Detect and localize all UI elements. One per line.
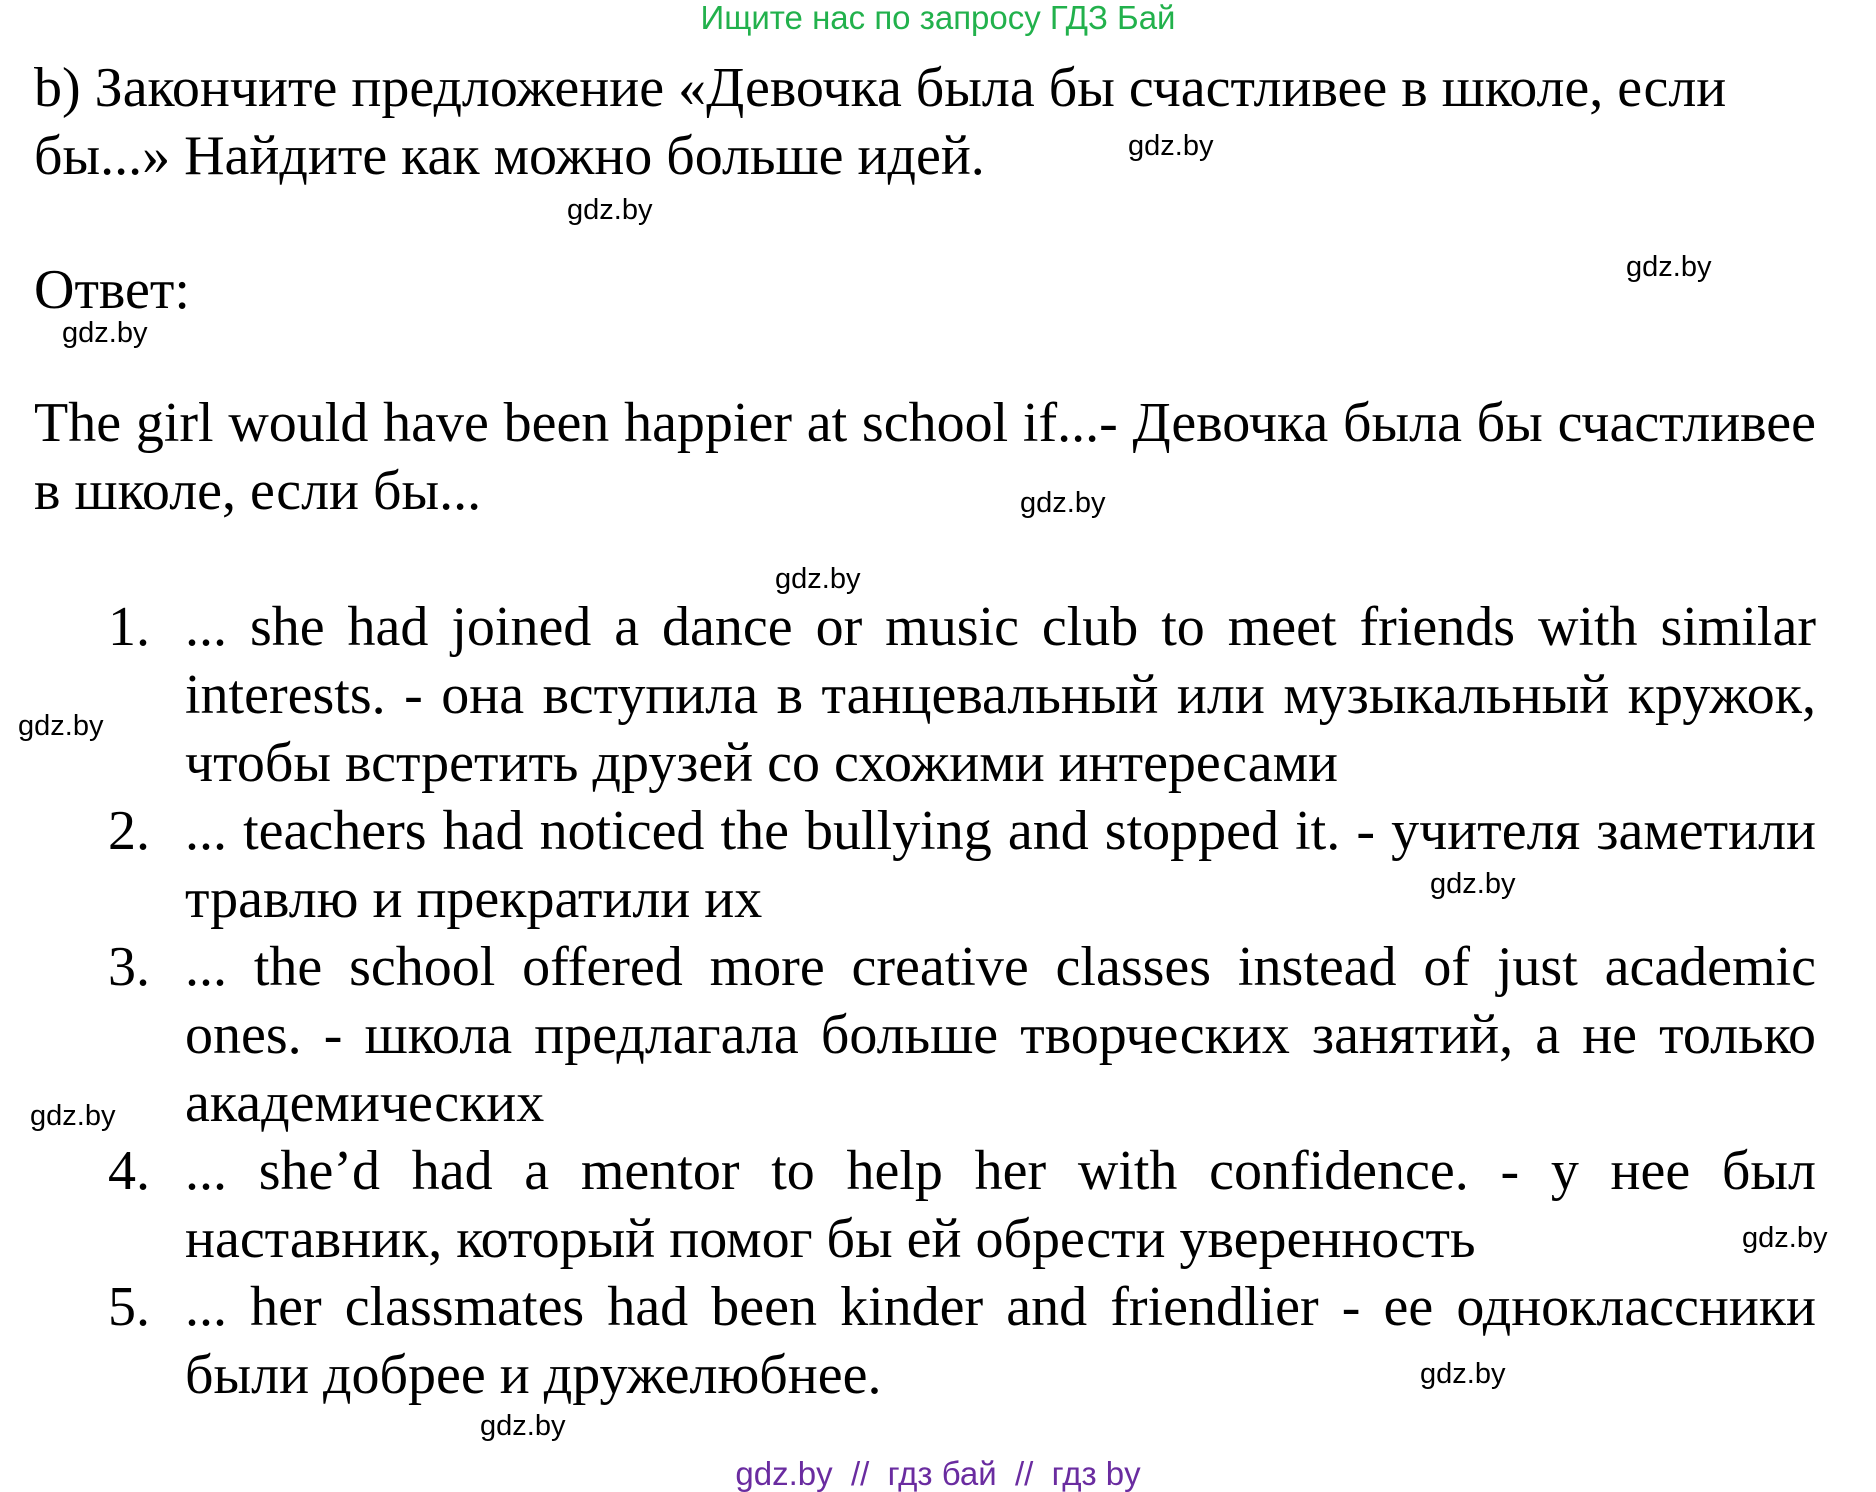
watermark: gdz.by xyxy=(480,1410,566,1442)
watermark: gdz.by xyxy=(18,710,104,742)
watermark: gdz.by xyxy=(567,194,653,226)
list-item-number: 3. xyxy=(108,936,150,998)
list-item-text: ... she’d had a mentor to help her with confidence. - у нее был наставник, который помог бы ей обрести уверенность xyxy=(185,1140,1816,1270)
list-item-text: ... her classmates had been kinder and friendlier - ее одноклассники были добрее и дружелюбнее. xyxy=(185,1276,1816,1406)
watermark: gdz.by xyxy=(1742,1222,1828,1254)
list-item xyxy=(0,933,1816,1137)
list-item-number: 1. xyxy=(108,596,150,658)
answer-list xyxy=(0,593,1876,1409)
top-banner: Ищите нас по запросу ГДЗ Бай xyxy=(700,0,1176,36)
list-item-text: ... the school offered more creative classes instead of just academic ones. - школа предлагала больше творческих занятий, а не только академических xyxy=(185,936,1816,1134)
watermark: gdz.by xyxy=(62,317,148,349)
task-statement: b) Закончите предложение «Девочка была бы счастливее в школе, если бы...» Найдите как можно больше идей. xyxy=(34,57,1727,187)
list-item-number: 5. xyxy=(108,1276,150,1338)
watermark: gdz.by xyxy=(1128,130,1214,162)
footer-links: gdz.by // гдз бай // гдз by xyxy=(735,1455,1141,1492)
list-item-number: 4. xyxy=(108,1140,150,1202)
watermark: gdz.by xyxy=(1626,251,1712,283)
watermark: gdz.by xyxy=(775,563,861,595)
answer-intro: The girl would have been happier at school if...- Девочка была бы счастливее в школе, если бы... xyxy=(34,392,1816,522)
list-item-text: ... she had joined a dance or music club to meet friends with similar interests. - она вступила в танцевальный или музыкальный кружок, чтобы встретить друзей со схожими интересами xyxy=(185,596,1816,794)
watermark: gdz.by xyxy=(1420,1358,1506,1390)
list-item-text: ... teachers had noticed the bullying and stopped it. - учителя заметили травлю и прекратили их xyxy=(185,800,1816,930)
list-item-number: 2. xyxy=(108,800,150,862)
list-item xyxy=(0,593,1816,797)
answer-label: Ответ: xyxy=(34,259,190,321)
list-item xyxy=(0,1273,1816,1409)
watermark: gdz.by xyxy=(1020,487,1106,519)
watermark: gdz.by xyxy=(30,1100,116,1132)
list-item xyxy=(0,1137,1816,1273)
watermark: gdz.by xyxy=(1430,868,1516,900)
list-item xyxy=(0,797,1816,933)
